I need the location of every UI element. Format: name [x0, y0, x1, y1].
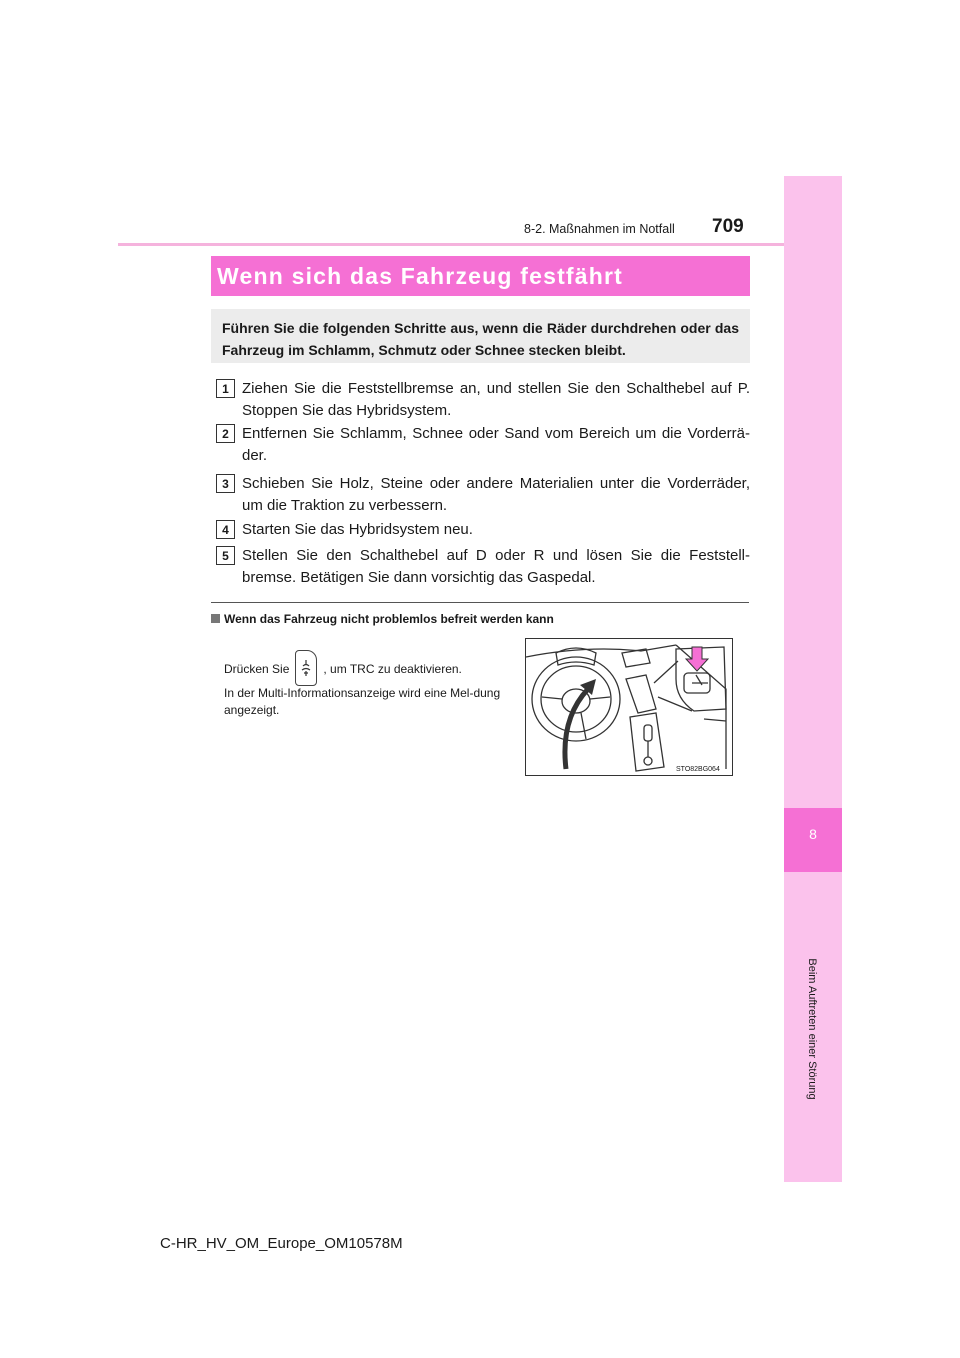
- intro-box: Führen Sie die folgenden Schritte aus, wenn die Räder durchdrehen oder das Fahrzeug im Schlamm, Schmutz oder Schnee stecken bleibt.: [211, 309, 750, 363]
- step-item: [216, 423, 750, 467]
- step-text: Ziehen Sie die Feststellbremse an, und stellen Sie den Schalthebel auf P. Stoppen Sie das Hybridsystem.: [242, 380, 750, 419]
- step-item: [216, 545, 750, 589]
- step-text: Entfernen Sie Schlamm, Schnee oder Sand vom Bereich um die Vorderrä-der.: [242, 425, 750, 464]
- document-footer: C-HR_HV_OM_Europe_OM10578M: [160, 1235, 403, 1252]
- dashboard-illustration: [525, 638, 733, 776]
- chapter-number: 8: [809, 826, 817, 842]
- header-divider: [118, 243, 784, 246]
- step-text: Stellen Sie den Schalthebel auf D oder R und lösen Sie die Feststell-bremse. Betätigen Sie dann vorsichtig das Gaspedal.: [242, 547, 750, 586]
- step-item: [216, 473, 750, 517]
- step-text: Schieben Sie Holz, Steine oder andere Materialien unter die Vorderräder, um die Traktion zu verbessern.: [242, 475, 750, 514]
- step-text: Starten Sie das Hybridsystem neu.: [242, 521, 473, 538]
- step-item: [216, 519, 750, 541]
- page-number: 709: [712, 216, 744, 237]
- square-bullet-icon: [211, 614, 220, 623]
- press-instruction: Drücken Sie , um TRC zu deaktivieren.: [224, 652, 462, 688]
- step-number: 3: [216, 474, 235, 493]
- illustration-code: STO82BG064: [676, 766, 720, 773]
- page-title: Wenn sich das Fahrzeug festfährt: [211, 256, 750, 296]
- step-item: [216, 378, 750, 422]
- chapter-label: Beim Auftreten einer Störung: [806, 958, 818, 1100]
- step-number: 5: [216, 546, 235, 565]
- step-number: 2: [216, 424, 235, 443]
- subsection-heading: Wenn das Fahrzeug nicht problemlos befreit werden kann: [211, 612, 554, 626]
- section-title: 8-2. Maßnahmen im Notfall: [524, 222, 675, 236]
- info-text: In der Multi-Informationsanzeige wird eine Mel-dung angezeigt.: [224, 686, 501, 717]
- subsection-divider: [211, 602, 749, 603]
- step-number: 4: [216, 520, 235, 539]
- trc-off-button-icon: [295, 650, 317, 686]
- step-number: 1: [216, 379, 235, 398]
